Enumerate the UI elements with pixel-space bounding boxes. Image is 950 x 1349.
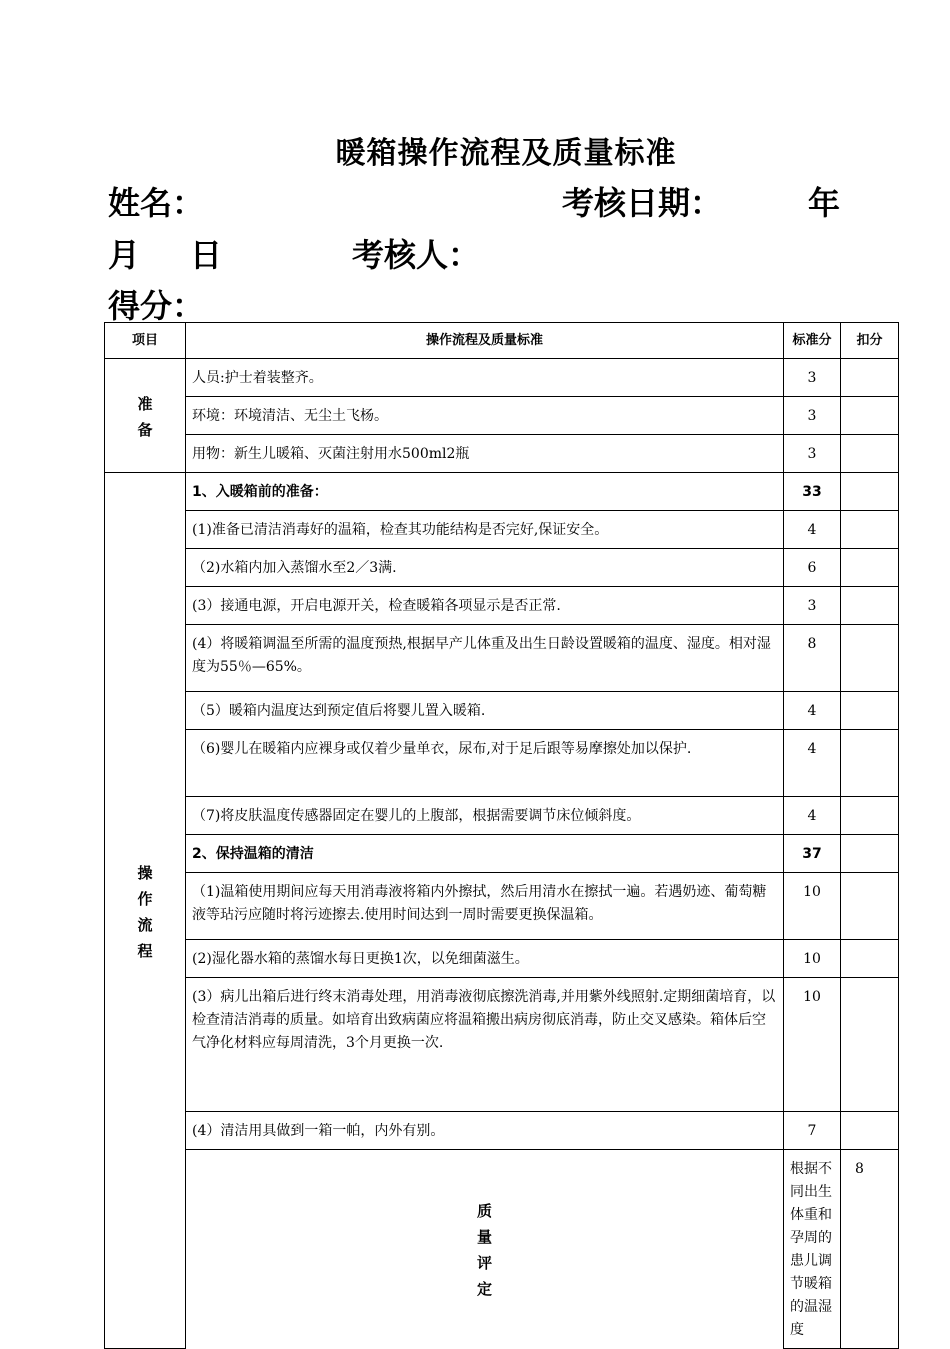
assessment-table [104, 322, 899, 1349]
row-score: 6 [784, 549, 841, 587]
row-score: 3 [784, 359, 841, 397]
row-deduction[interactable] [841, 835, 899, 873]
row-text: (2)湿化器水箱的蒸馏水每日更换1次，以免细菌滋生。 [186, 940, 784, 978]
row-score: 7 [784, 1112, 841, 1150]
row-score: 3 [784, 397, 841, 435]
row-deduction[interactable] [841, 511, 899, 549]
section-label-quality: 质量评定 [186, 1150, 784, 1349]
row-text: (3）接通电源，开启电源开关，检查暖箱各项显示是否正常. [186, 587, 784, 625]
row-deduction[interactable] [841, 797, 899, 835]
table-row [105, 397, 899, 435]
table-row [105, 549, 899, 587]
row-deduction[interactable] [841, 730, 899, 797]
row-text: (1)准备已清洁消毒好的温箱，检查其功能结构是否完好,保证安全。 [186, 511, 784, 549]
table-row [105, 625, 899, 692]
day-label: 日 [190, 236, 223, 274]
section-score-2: 37 [784, 835, 841, 873]
row-deduction[interactable] [841, 549, 899, 587]
row-deduction[interactable] [841, 692, 899, 730]
row-score: 10 [784, 873, 841, 940]
row-deduction[interactable] [841, 587, 899, 625]
row-text: 根据不同出生体重和孕周的患儿调节暖箱的温湿度 [784, 1150, 841, 1349]
examiner-label: 考核人： [352, 236, 481, 274]
section-title-2: 2、保持温箱的清洁 [186, 835, 784, 873]
row-score: 3 [784, 587, 841, 625]
table-row [105, 511, 899, 549]
row-deduction[interactable] [841, 978, 899, 1112]
table-row [105, 978, 899, 1112]
row-text: （2)水箱内加入蒸馏水至2／3满. [186, 549, 784, 587]
row-deduction[interactable] [841, 940, 899, 978]
section-row-2 [105, 835, 899, 873]
row-score: 10 [784, 940, 841, 978]
row-deduction[interactable] [841, 359, 899, 397]
row-deduction[interactable] [841, 473, 899, 511]
row-text: （5）暖箱内温度达到预定值后将婴儿置入暖箱. [186, 692, 784, 730]
row-text: (4）将暖箱调温至所需的温度预热,根据早产儿体重及出生日龄设置暖箱的温度、湿度。相对湿度为55％—65%。 [186, 625, 784, 692]
row-score: 3 [784, 435, 841, 473]
table-row [105, 1150, 899, 1349]
exam-date-label: 考核日期： [562, 184, 723, 222]
section-title-1: 1、入暖箱前的准备： [186, 473, 784, 511]
row-text: 环境：环境清洁、无尘土飞杨。 [186, 397, 784, 435]
col-header-score: 标准分 [784, 323, 841, 359]
table-header-row [105, 323, 899, 359]
row-score: 8 [841, 1150, 899, 1349]
page-title: 暖箱操作流程及质量标准 [335, 136, 677, 171]
row-score: 4 [784, 730, 841, 797]
table-row [105, 730, 899, 797]
col-header-deduction: 扣分 [841, 323, 899, 359]
table-row [105, 359, 899, 397]
year-label: 年 [808, 184, 841, 222]
table-row [105, 692, 899, 730]
table-row [105, 1112, 899, 1150]
section-label-operations: 操作流程 [105, 473, 186, 1349]
row-deduction[interactable] [841, 397, 899, 435]
section-row-1 [105, 473, 899, 511]
table-row [105, 587, 899, 625]
row-text: (4）清洁用具做到一箱一帕，内外有别。 [186, 1112, 784, 1150]
col-header-standard: 操作流程及质量标准 [186, 323, 784, 359]
name-label: 姓名： [108, 184, 205, 222]
table-row [105, 873, 899, 940]
row-deduction[interactable] [841, 625, 899, 692]
row-text: （6)婴儿在暖箱内应裸身或仅着少量单衣，尿布,对于足后跟等易摩擦处加以保护. [186, 730, 784, 797]
row-score: 4 [784, 797, 841, 835]
row-deduction[interactable] [841, 873, 899, 940]
row-score: 4 [784, 511, 841, 549]
month-label: 月 [108, 236, 141, 274]
row-score: 10 [784, 978, 841, 1112]
row-score: 4 [784, 692, 841, 730]
row-text: 用物：新生儿暖箱、灭菌注射用水500ml2瓶 [186, 435, 784, 473]
section-label-prep: 准备 [105, 359, 186, 473]
section-score-1: 33 [784, 473, 841, 511]
row-score: 8 [784, 625, 841, 692]
score-label: 得分： [108, 287, 205, 325]
table-row [105, 435, 899, 473]
row-text: （1)温箱使用期间应每天用消毒液将箱内外擦拭，然后用清水在擦拭一遍。若遇奶迹、葡萄糖液等玷污应随时将污迹擦去.使用时间达到一周时需要更换保温箱。 [186, 873, 784, 940]
table-row [105, 940, 899, 978]
row-text: （7)将皮肤温度传感器固定在婴儿的上腹部，根据需要调节床位倾斜度。 [186, 797, 784, 835]
col-header-item: 项目 [105, 323, 186, 359]
row-deduction[interactable] [841, 1112, 899, 1150]
row-deduction[interactable] [841, 435, 899, 473]
row-text: 人员:护士着装整齐。 [186, 359, 784, 397]
table-row [105, 797, 899, 835]
row-text: (3）病儿出箱后进行终末消毒处理，用消毒液彻底擦洗消毒,并用紫外线照射.定期细菌培育，以检查清洁消毒的质量。如培育出致病菌应将温箱搬出病房彻底消毒，防止交叉感染。箱体后空气净化材料应每周清洗，3个月更换一次. [186, 978, 784, 1112]
